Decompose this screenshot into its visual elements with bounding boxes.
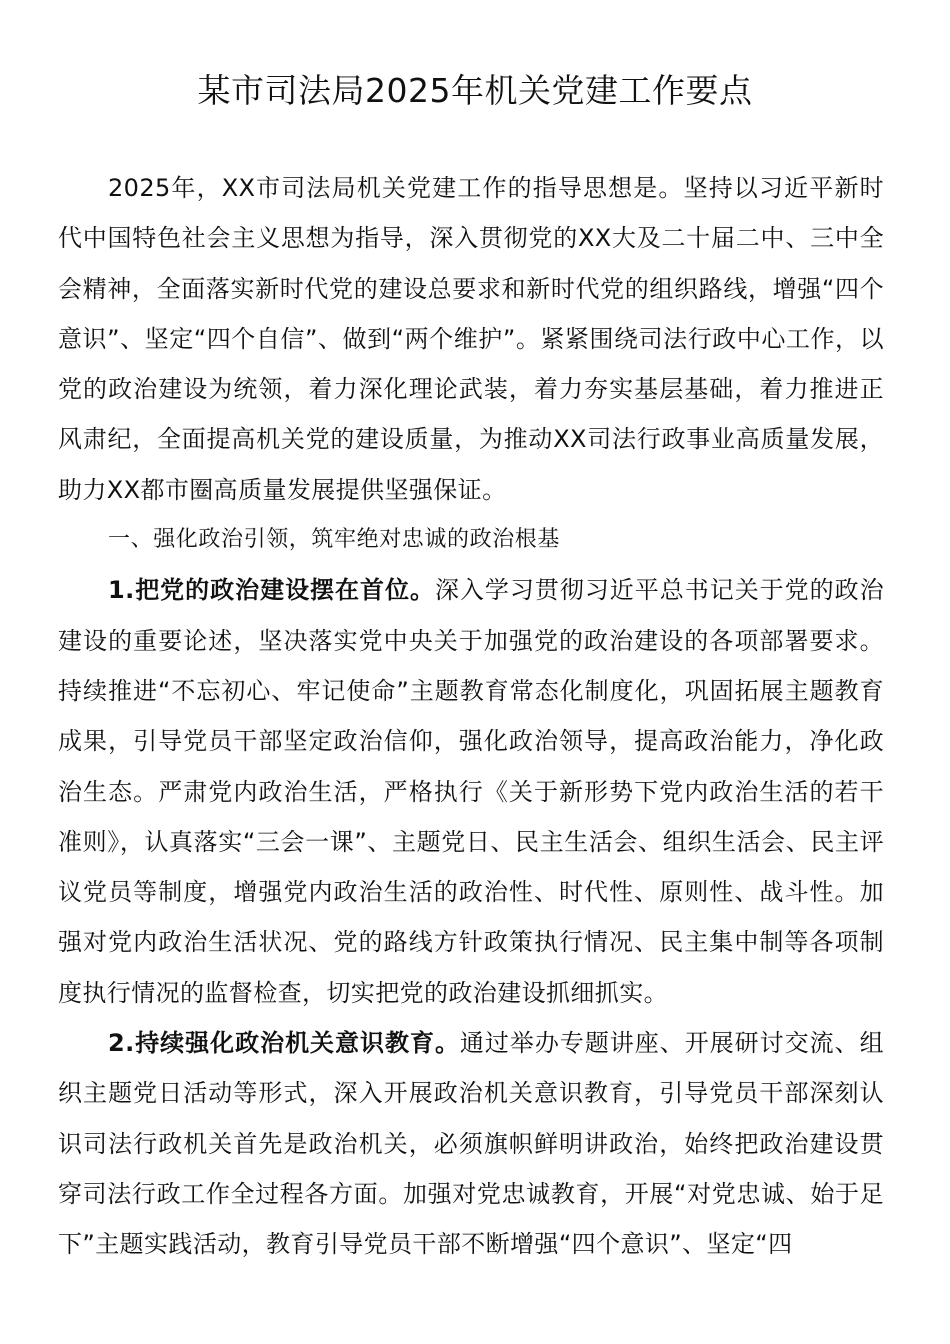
document-body (58, 163, 884, 1270)
item-2-text: 通过举办专题讲座、开展研讨交流、组织主题党日活动等形式，深入开展政治机关意识教育，引导党员干部深刻认识司法行政机关首先是政治机关，必须旗帜鲜明讲政治，始终把政治建设贯穿司法行政工作全过程各方面。加强对党忠诚教育，开展“对党忠诚、始于足下”主题实践活动，教育引导党员干部不断增强“四个意识”、坚定“四 (58, 1029, 884, 1259)
intro-paragraph: 2025年，XX市司法局机关党建工作的指导思想是。坚持以习近平新时代中国特色社会主义思想为指导，深入贯彻党的XX大及二十届二中、三中全会精神，全面落实新时代党的建设总要求和新时代党的组织路线，增强“四个意识”、坚定“四个自信”、做到“两个维护”。紧紧围绕司法行政中心工作，以党的政治建设为统领，着力深化理论武装，着力夯实基层基础，着力推进正风肃纪，全面提高机关党的建设质量，为推动XX司法行政事业高质量发展，助力XX都市圈高质量发展提供坚强保证。 (58, 174, 884, 504)
item-1-lead: 1.把党的政治建设摆在首位。 (108, 576, 435, 605)
item-1-text: 深入学习贯彻习近平总书记关于党的政治建设的重要论述，坚决落实党中央关于加强党的政治建设的各项部署要求。持续推进“不忘初心、牢记使命”主题教育常态化制度化，巩固拓展主题教育成果，引导党员干部坚定政治信仰，强化政治领导，提高政治能力，净化政治生态。严肃党内政治生活，严格执行《关于新形势下党内政治生活的若干准则》，认真落实“三会一课”、主题党日、民主生活会、组织生活会、民主评议党员等制度，增强党内政治生活的政治性、时代性、原则性、战斗性。加强对党内政治生活状况、党的路线方针政策执行情况、民主集中制等各项制度执行情况的监督检查，切实把党的政治建设抓细抓实。 (58, 576, 884, 1007)
document-title: 某市司法局2025年机关党建工作要点 (197, 71, 753, 110)
item-2-lead: 2.持续强化政治机关意识教育。 (108, 1029, 460, 1058)
item-paragraph-1 (58, 565, 884, 1018)
section-heading-1: 一、强化政治引领，筑牢绝对忠诚的政治根基 (108, 527, 561, 553)
item-paragraph-2 (58, 1018, 884, 1269)
